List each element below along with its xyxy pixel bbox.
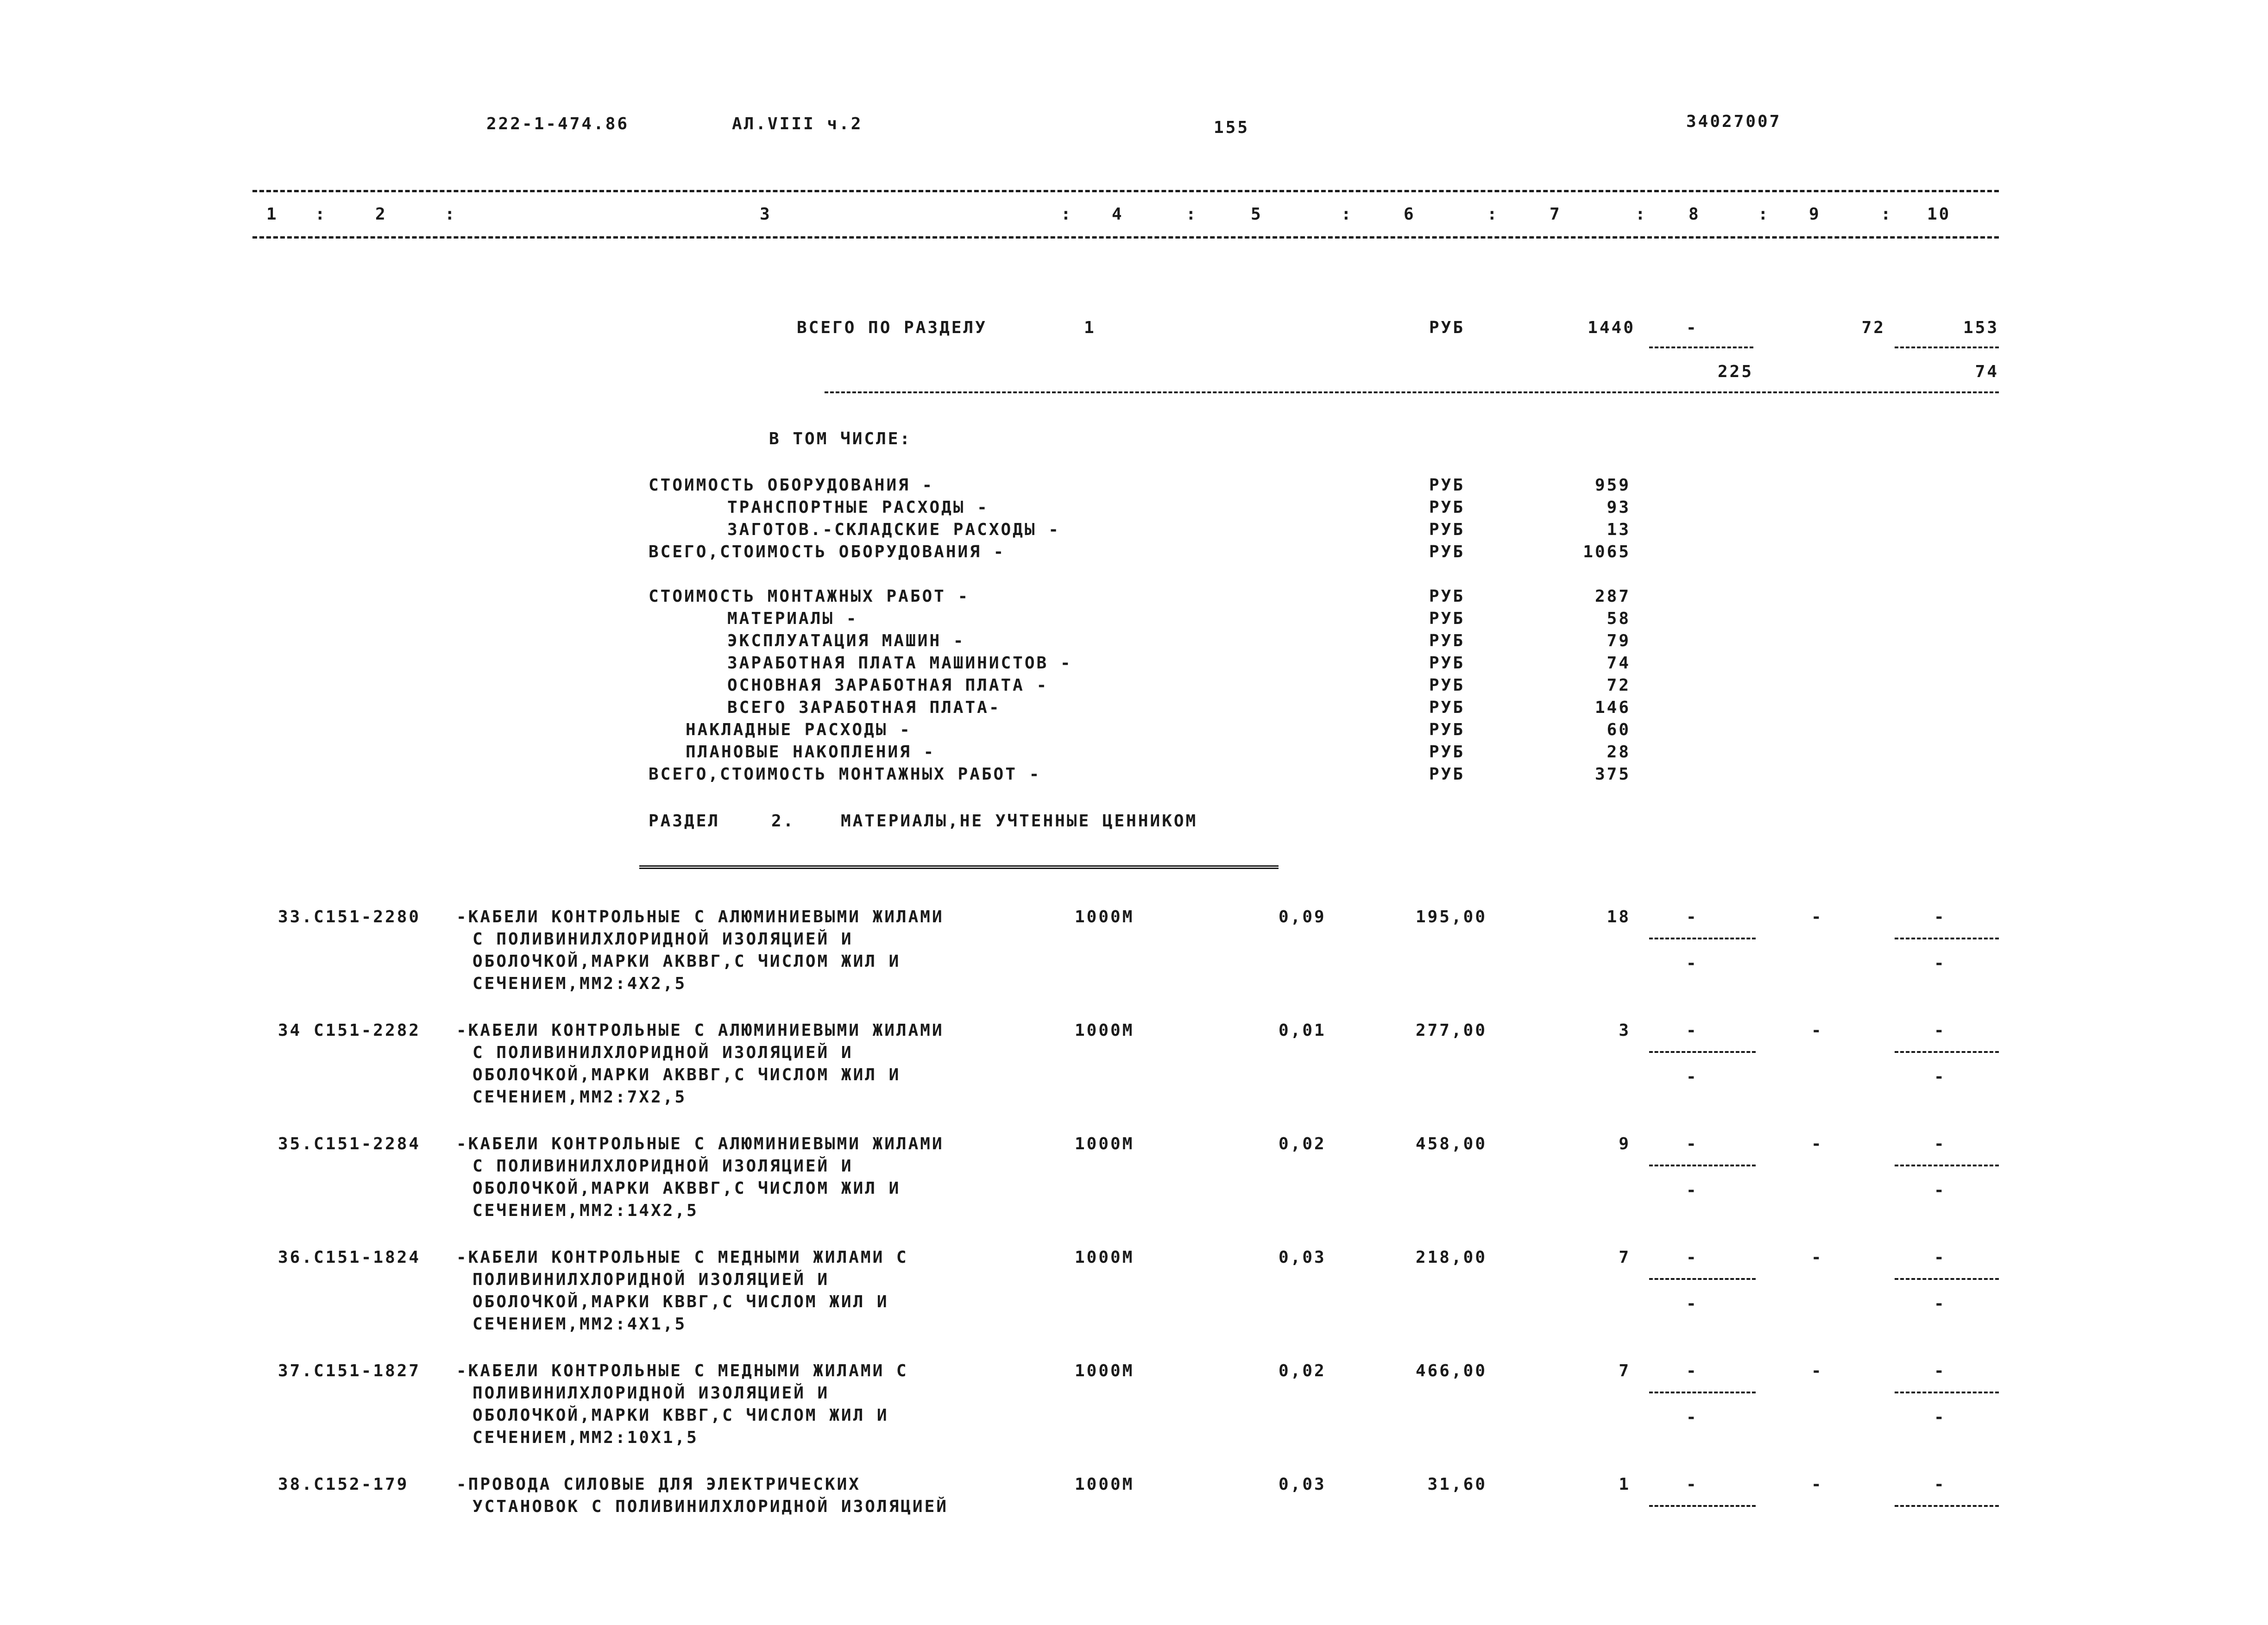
item-description-line: ОБОЛОЧКОЙ,МАРКИ АКВВГ,С ЧИСЛОМ ЖИЛ И	[472, 1179, 901, 1198]
item-description-line: ПОЛИВИНИЛХЛОРИДНОЙ ИЗОЛЯЦИЕЙ И	[472, 1270, 830, 1289]
item-col10-sub: -	[1934, 1181, 1946, 1200]
breakdown-label: ВСЕГО ЗАРАБОТНАЯ ПЛАТА-	[727, 698, 1001, 717]
item-description-line: СЕЧЕНИЕМ,ММ2:10Х1,5	[472, 1428, 699, 1447]
column-number: 7	[1550, 205, 1562, 224]
item-col10-sub: -	[1934, 1294, 1946, 1313]
item-description-line: -ПРОВОДА СИЛОВЫЕ ДЛЯ ЭЛЕКТРИЧЕСКИХ	[456, 1475, 861, 1494]
breakdown-label: ПЛАНОВЫЕ НАКОПЛЕНИЯ -	[686, 743, 936, 762]
item-col8: -	[1686, 1361, 1698, 1380]
item-col8-sub: -	[1686, 1408, 1698, 1427]
item-unit: 1000М	[1075, 1134, 1134, 1153]
item-description-line: -КАБЕЛИ КОНТРОЛЬНЫЕ С МЕДНЫМИ ЖИЛАМИ С	[456, 1248, 908, 1267]
breakdown-unit: РУБ	[1429, 587, 1465, 606]
section-heading-rule	[639, 865, 1279, 869]
item-description-line: УСТАНОВОК С ПОЛИВИНИЛХЛОРИДНОЙ ИЗОЛЯЦИЕЙ	[472, 1497, 948, 1516]
breakdown-unit: РУБ	[1429, 676, 1465, 695]
item-col8-sub: -	[1686, 1294, 1698, 1313]
item-col10: -	[1934, 1361, 1946, 1380]
column-separator: :	[445, 205, 457, 224]
breakdown-value: 375	[1594, 765, 1631, 784]
item-description-line: ОБОЛОЧКОЙ,МАРКИ АКВВГ,С ЧИСЛОМ ЖИЛ И	[472, 952, 901, 971]
breakdown-unit: РУБ	[1429, 498, 1465, 517]
column-separator: :	[1881, 205, 1893, 224]
item-description-line: СЕЧЕНИЕМ,ММ2:14Х2,5	[472, 1201, 699, 1220]
item-price: 277,00	[1415, 1021, 1487, 1040]
item-code: 35.С151-2284	[278, 1134, 421, 1153]
item-description-line: С ПОЛИВИНИЛХЛОРИДНОЙ ИЗОЛЯЦИЕЙ И	[472, 1043, 853, 1062]
item-col8: -	[1686, 1021, 1698, 1040]
item-total: 7	[1619, 1248, 1631, 1267]
item-quantity: 0,01	[1279, 1021, 1326, 1040]
section-total-col8: -	[1686, 318, 1698, 337]
item-col10-sub: -	[1934, 1067, 1946, 1086]
item-total: 7	[1619, 1361, 1631, 1380]
breakdown-value: 959	[1594, 476, 1631, 495]
column-number: 8	[1688, 205, 1701, 224]
table-top-rule	[252, 190, 1999, 192]
item-total: 1	[1619, 1475, 1631, 1494]
item-description-line: ПОЛИВИНИЛХЛОРИДНОЙ ИЗОЛЯЦИЕЙ И	[472, 1384, 830, 1403]
column-number: 2	[375, 205, 387, 224]
breakdown-unit: РУБ	[1429, 720, 1465, 739]
item-code: 34 С151-2282	[278, 1021, 421, 1040]
item-description-line: СЕЧЕНИЕМ,ММ2:4Х2,5	[472, 974, 687, 993]
breakdown-label: ОСНОВНАЯ ЗАРАБОТНАЯ ПЛАТА -	[727, 676, 1049, 695]
table-header-rule	[252, 236, 1999, 239]
item-col9: -	[1811, 1248, 1823, 1267]
item-total: 9	[1619, 1134, 1631, 1153]
breakdown-value: 72	[1606, 676, 1631, 695]
breakdown-label: ЗАРАБОТНАЯ ПЛАТА МАШИНИСТОВ -	[727, 654, 1072, 673]
column-number: 1	[266, 205, 278, 224]
breakdown-value: 79	[1606, 631, 1631, 650]
column-separator: :	[1758, 205, 1770, 224]
breakdown-unit: РУБ	[1429, 698, 1465, 717]
item-quantity: 0,09	[1279, 907, 1326, 926]
item-rule-col8	[1649, 1392, 1756, 1393]
item-unit: 1000М	[1075, 1361, 1134, 1380]
breakdown-unit: РУБ	[1429, 609, 1465, 628]
column-separator: :	[1341, 205, 1353, 224]
column-separator: :	[1061, 205, 1073, 224]
column-separator: :	[1186, 205, 1198, 224]
section-total-col10: 153	[1963, 318, 1999, 337]
item-description-line: ОБОЛОЧКОЙ,МАРКИ КВВГ,С ЧИСЛОМ ЖИЛ И	[472, 1292, 889, 1311]
section-total-number: 1	[1084, 318, 1096, 337]
item-total: 3	[1619, 1021, 1631, 1040]
breakdown-unit: РУБ	[1429, 520, 1465, 539]
breakdown-value: 60	[1606, 720, 1631, 739]
item-price: 31,60	[1427, 1475, 1487, 1494]
subtotal-rule-col8	[1649, 346, 1753, 348]
album-label: АЛ.VIII ч.2	[732, 114, 863, 133]
item-col10: -	[1934, 907, 1946, 926]
breakdown-label: ВСЕГО,СТОИМОСТЬ ОБОРУДОВАНИЯ -	[649, 542, 1006, 561]
item-col8: -	[1686, 1134, 1698, 1153]
section-total-col8-sub: 225	[1717, 362, 1753, 381]
item-col9: -	[1811, 1475, 1823, 1494]
item-description-line: -КАБЕЛИ КОНТРОЛЬНЫЕ С МЕДНЫМИ ЖИЛАМИ С	[456, 1361, 908, 1380]
section-heading-title: МАТЕРИАЛЫ,НЕ УЧТЕННЫЕ ЦЕННИКОМ	[841, 812, 1198, 831]
item-unit: 1000М	[1075, 1248, 1134, 1267]
item-quantity: 0,03	[1279, 1475, 1326, 1494]
item-rule-col10	[1895, 1051, 1999, 1053]
item-unit: 1000М	[1075, 1475, 1134, 1494]
item-col8-sub: -	[1686, 1181, 1698, 1200]
item-col9: -	[1811, 1361, 1823, 1380]
item-price: 466,00	[1415, 1361, 1487, 1380]
column-number: 5	[1251, 205, 1263, 224]
item-col9: -	[1811, 1021, 1823, 1040]
item-rule-col8	[1649, 1278, 1756, 1280]
item-col10: -	[1934, 1475, 1946, 1494]
breakdown-value: 287	[1594, 587, 1631, 606]
including-label: В ТОМ ЧИСЛЕ:	[769, 429, 912, 448]
item-description-line: -КАБЕЛИ КОНТРОЛЬНЫЕ С АЛЮМИНИЕВЫМИ ЖИЛАМИ	[456, 1021, 944, 1040]
breakdown-unit: РУБ	[1429, 765, 1465, 784]
item-col8: -	[1686, 907, 1698, 926]
item-description-line: СЕЧЕНИЕМ,ММ2:4Х1,5	[472, 1315, 687, 1334]
breakdown-unit: РУБ	[1429, 631, 1465, 650]
item-description-line: СЕЧЕНИЕМ,ММ2:7Х2,5	[472, 1088, 687, 1107]
item-col10-sub: -	[1934, 954, 1946, 973]
item-col9: -	[1811, 907, 1823, 926]
breakdown-label: ТРАНСПОРТНЫЕ РАСХОДЫ -	[727, 498, 989, 517]
breakdown-label: НАКЛАДНЫЕ РАСХОДЫ -	[686, 720, 912, 739]
section-heading-label: РАЗДЕЛ	[649, 812, 720, 831]
item-col8: -	[1686, 1475, 1698, 1494]
item-price: 195,00	[1415, 907, 1487, 926]
item-rule-col10	[1895, 1392, 1999, 1393]
item-total: 18	[1606, 907, 1631, 926]
item-description-line: ОБОЛОЧКОЙ,МАРКИ АКВВГ,С ЧИСЛОМ ЖИЛ И	[472, 1065, 901, 1084]
breakdown-unit: РУБ	[1429, 542, 1465, 561]
item-col10: -	[1934, 1134, 1946, 1153]
item-quantity: 0,02	[1279, 1134, 1326, 1153]
breakdown-label: ЗАГОТОВ.-СКЛАДСКИЕ РАСХОДЫ -	[727, 520, 1060, 539]
item-code: 36.С151-1824	[278, 1248, 421, 1267]
item-col10: -	[1934, 1248, 1946, 1267]
item-rule-col8	[1649, 1051, 1756, 1053]
column-number: 3	[760, 205, 772, 224]
item-unit: 1000М	[1075, 907, 1134, 926]
item-code: 37.С151-1827	[278, 1361, 421, 1380]
column-separator: :	[315, 205, 327, 224]
item-rule-col8	[1649, 938, 1756, 939]
item-rule-col10	[1895, 938, 1999, 939]
item-description-line: ОБОЛОЧКОЙ,МАРКИ КВВГ,С ЧИСЛОМ ЖИЛ И	[472, 1406, 889, 1425]
column-number: 4	[1112, 205, 1124, 224]
breakdown-unit: РУБ	[1429, 743, 1465, 762]
item-col10: -	[1934, 1021, 1946, 1040]
section-total-col7: 1440	[1588, 318, 1635, 337]
item-description-line: -КАБЕЛИ КОНТРОЛЬНЫЕ С АЛЮМИНИЕВЫМИ ЖИЛАМИ	[456, 1134, 944, 1153]
document-id: 34027007	[1686, 112, 1782, 131]
item-code: 33.С151-2280	[278, 907, 421, 926]
item-quantity: 0,03	[1279, 1248, 1326, 1267]
breakdown-value: 28	[1606, 743, 1631, 762]
breakdown-value: 74	[1606, 654, 1631, 673]
breakdown-unit: РУБ	[1429, 476, 1465, 495]
column-separator: :	[1635, 205, 1647, 224]
item-col10-sub: -	[1934, 1408, 1946, 1427]
column-number: 9	[1809, 205, 1821, 224]
section-total-rule	[825, 391, 1999, 393]
column-separator: :	[1487, 205, 1499, 224]
item-price: 218,00	[1415, 1248, 1487, 1267]
breakdown-unit: РУБ	[1429, 654, 1465, 673]
item-rule-col10	[1895, 1278, 1999, 1280]
breakdown-value: 146	[1594, 698, 1631, 717]
section-total-label: ВСЕГО ПО РАЗДЕЛУ	[797, 318, 987, 337]
section-total-col9: 72	[1861, 318, 1885, 337]
item-rule-col10	[1895, 1165, 1999, 1166]
item-unit: 1000М	[1075, 1021, 1134, 1040]
item-price: 458,00	[1415, 1134, 1487, 1153]
item-description-line: С ПОЛИВИНИЛХЛОРИДНОЙ ИЗОЛЯЦИЕЙ И	[472, 1157, 853, 1176]
breakdown-value: 1065	[1583, 542, 1631, 561]
section-total-col10-sub: 74	[1975, 362, 1999, 381]
item-description-line: -КАБЕЛИ КОНТРОЛЬНЫЕ С АЛЮМИНИЕВЫМИ ЖИЛАМИ	[456, 907, 944, 926]
item-code: 38.С152-179	[278, 1475, 409, 1494]
breakdown-label: ЭКСПЛУАТАЦИЯ МАШИН -	[727, 631, 965, 650]
breakdown-value: 93	[1606, 498, 1631, 517]
item-rule-col8	[1649, 1505, 1756, 1507]
breakdown-label: ВСЕГО,СТОИМОСТЬ МОНТАЖНЫХ РАБОТ -	[649, 765, 1041, 784]
page-number: 155	[1214, 118, 1250, 137]
breakdown-label: МАТЕРИАЛЫ -	[727, 609, 858, 628]
breakdown-value: 58	[1606, 609, 1631, 628]
column-number: 6	[1404, 205, 1416, 224]
breakdown-label: СТОИМОСТЬ ОБОРУДОВАНИЯ -	[649, 476, 934, 495]
item-col8-sub: -	[1686, 954, 1698, 973]
item-col8-sub: -	[1686, 1067, 1698, 1086]
column-number: 10	[1927, 205, 1951, 224]
section-total-unit: РУБ	[1429, 318, 1465, 337]
breakdown-value: 13	[1606, 520, 1631, 539]
section-heading-number: 2.	[771, 812, 795, 831]
breakdown-label: СТОИМОСТЬ МОНТАЖНЫХ РАБОТ -	[649, 587, 970, 606]
subtotal-rule-col10	[1895, 346, 1999, 348]
item-rule-col8	[1649, 1165, 1756, 1166]
item-col9: -	[1811, 1134, 1823, 1153]
item-rule-col10	[1895, 1505, 1999, 1507]
item-col8: -	[1686, 1248, 1698, 1267]
item-description-line: С ПОЛИВИНИЛХЛОРИДНОЙ ИЗОЛЯЦИЕЙ И	[472, 930, 853, 949]
item-quantity: 0,02	[1279, 1361, 1326, 1380]
document-code: 222-1-474.86	[486, 114, 630, 133]
